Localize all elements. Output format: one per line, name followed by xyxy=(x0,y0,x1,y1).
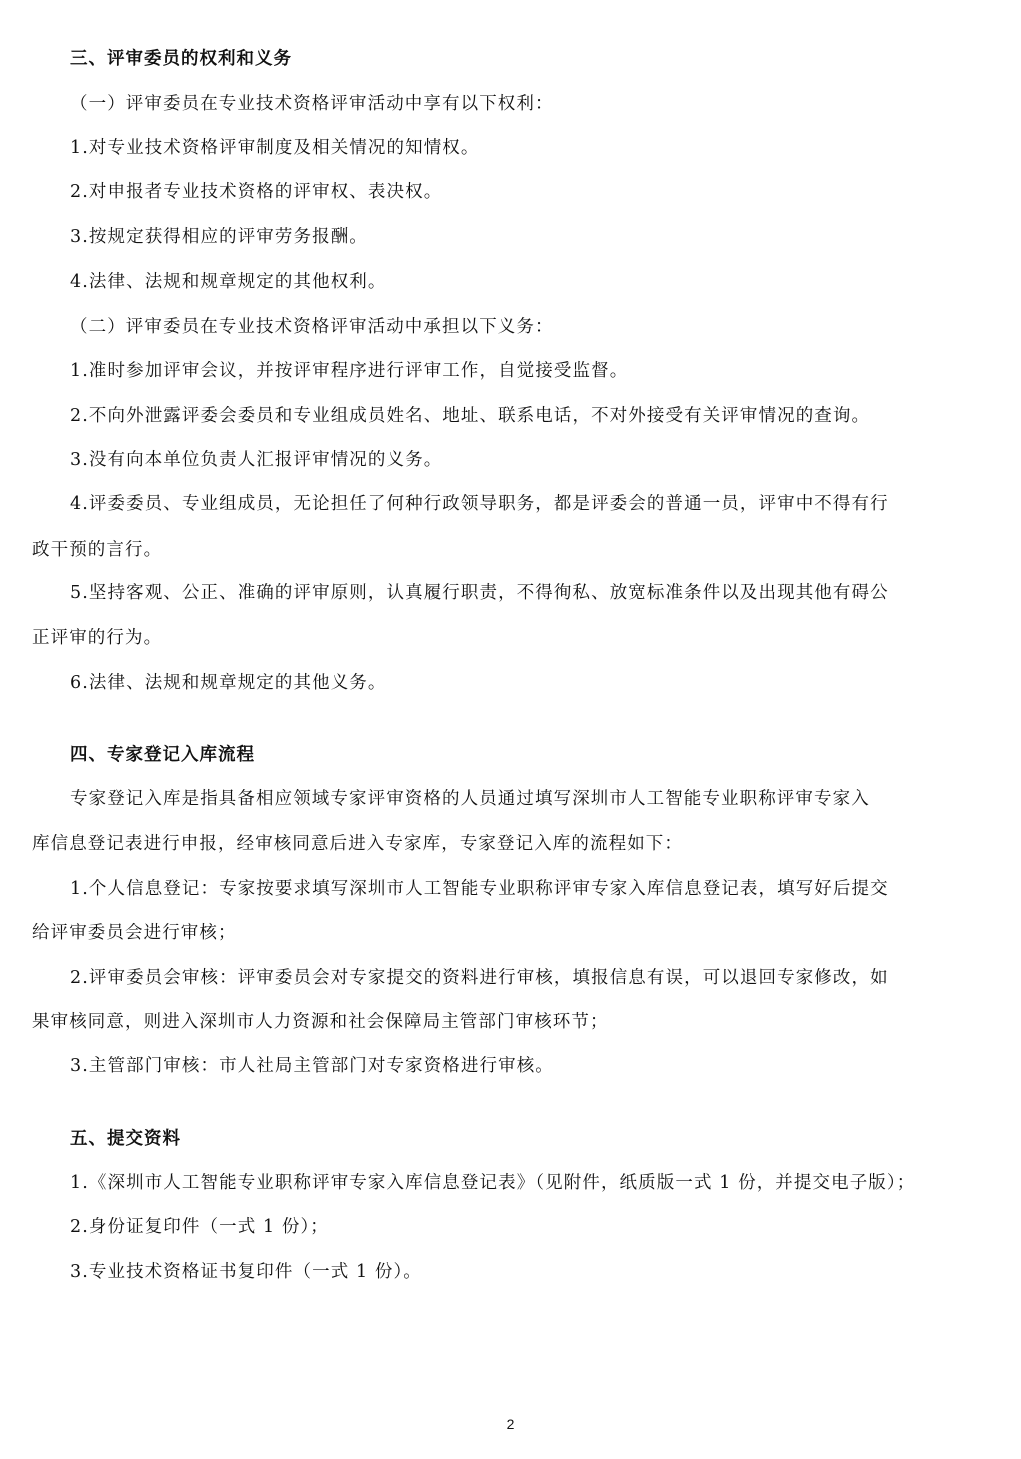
rights-item: 2.对申报者专业技术资格的评审权、表决权。 xyxy=(70,182,443,202)
section-heading-rights-duties: 三、评审委员的权利和义务 xyxy=(70,49,292,69)
duties-intro: （二）评审委员在专业技术资格评审活动中承担以下义务： xyxy=(70,317,554,337)
registration-step-continuation: 果审核同意，则进入深圳市人力资源和社会保障局主管部门审核环节； xyxy=(32,1012,609,1032)
section-heading-registration-process: 四、专家登记入库流程 xyxy=(70,745,255,765)
registration-intro-continuation: 库信息登记表进行申报，经审核同意后进入专家库，专家登记入库的流程如下： xyxy=(32,834,683,854)
materials-item: 3.专业技术资格证书复印件（一式 1 份）。 xyxy=(70,1262,422,1282)
materials-item: 1.《深圳市人工智能专业职称评审专家入库信息登记表》（见附件，纸质版一式 1 份，并提交电子版）； xyxy=(70,1173,916,1193)
registration-step: 3.主管部门审核：市人社局主管部门对专家资格进行审核。 xyxy=(70,1056,554,1076)
duties-item: 5.坚持客观、公正、准确的评审原则，认真履行职责，不得徇私、放宽标准条件以及出现其他有碍公 xyxy=(70,583,889,603)
rights-item: 3.按规定获得相应的评审劳务报酬。 xyxy=(70,227,368,247)
duties-item: 1.准时参加评审会议，并按评审程序进行评审工作，自觉接受监督。 xyxy=(70,361,629,381)
materials-item: 2.身份证复印件（一式 1 份）； xyxy=(70,1217,329,1237)
duties-item: 6.法律、法规和规章规定的其他义务。 xyxy=(70,673,387,693)
duties-item: 3.没有向本单位负责人汇报评审情况的义务。 xyxy=(70,450,443,470)
duties-item-continuation: 正评审的行为。 xyxy=(32,628,163,648)
registration-intro: 专家登记入库是指具备相应领域专家评审资格的人员通过填写深圳市人工智能专业职称评审专家入 xyxy=(70,789,870,809)
rights-intro: （一）评审委员在专业技术资格评审活动中享有以下权利： xyxy=(70,94,554,114)
registration-step-continuation: 给评审委员会进行审核； xyxy=(32,923,237,943)
section-heading-submission-materials: 五、提交资料 xyxy=(70,1129,181,1149)
rights-item: 4.法律、法规和规章规定的其他权利。 xyxy=(70,272,387,292)
rights-item: 1.对专业技术资格评审制度及相关情况的知情权。 xyxy=(70,138,480,158)
duties-item: 4.评委委员、专业组成员，无论担任了何种行政领导职务，都是评委会的普通一员，评审中不得有行 xyxy=(70,494,889,514)
registration-step: 2.评审委员会审核：评审委员会对专家提交的资料进行审核，填报信息有误，可以退回专家修改，如 xyxy=(70,968,889,988)
duties-item: 2.不向外泄露评委会委员和专业组成员姓名、地址、联系电话，不对外接受有关评审情况的查询。 xyxy=(70,406,871,426)
registration-step: 1.个人信息登记：专家按要求填写深圳市人工智能专业职称评审专家入库信息登记表，填写好后提交 xyxy=(70,879,889,899)
duties-item-continuation: 政干预的言行。 xyxy=(32,540,163,560)
page-number: 2 xyxy=(506,1416,515,1432)
